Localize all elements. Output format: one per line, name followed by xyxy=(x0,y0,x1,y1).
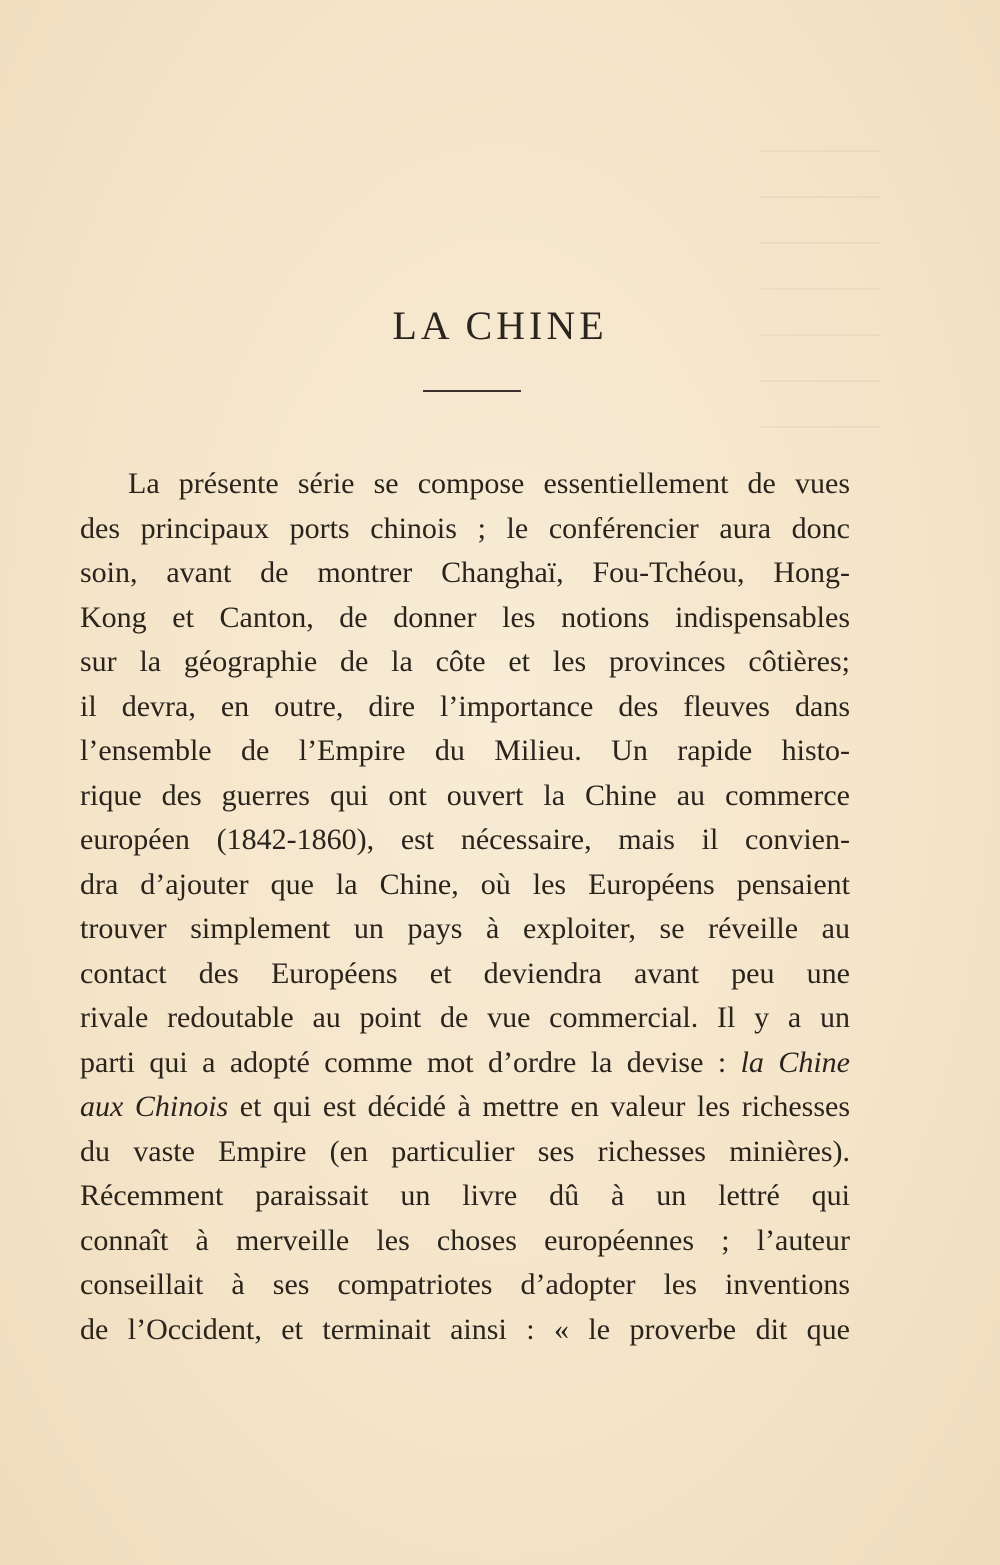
text-line: de l’Occident, et terminait ainsi : « le proverbe dit que xyxy=(80,1312,850,1346)
text-line: Récemment paraissait un livre dû à un lettré qui xyxy=(80,1179,850,1212)
body-paragraph xyxy=(80,462,850,1352)
text-line: Kong et Canton, de donner les notions indispensables xyxy=(80,600,850,634)
text-line: des principaux ports chinois ; le conférencier aura donc xyxy=(80,511,850,545)
text-line: l’ensemble de l’Empire du Milieu. Un rapide histo- xyxy=(80,734,850,767)
text-line: La présente série se compose essentiellement de vues xyxy=(128,467,850,500)
text-line xyxy=(80,1041,850,1086)
title-divider xyxy=(423,390,521,392)
page-title: LA CHINE xyxy=(392,303,608,348)
text-line-run: parti qui a adopté comme mot d’ordre la devise : xyxy=(80,1045,741,1079)
text-line: du vaste Empire (en particulier ses richesses minières). xyxy=(80,1134,850,1168)
text-line: conseillait à ses compatriotes d’adopter les inventions xyxy=(80,1268,850,1301)
text-line: rivale redoutable au point de vue commercial. Il y a un xyxy=(80,1001,850,1034)
text-line xyxy=(80,1085,850,1130)
text-line-run: et qui est décidé à mettre en valeur les richesses xyxy=(239,1090,851,1123)
text-line: connaît à merveille les choses européennes ; l’auteur xyxy=(80,1223,850,1257)
text-line: soin, avant de montrer Changhaï, Fou-Tchéou, Hong- xyxy=(80,556,850,589)
text-line: dra d’ajouter que la Chine, où les Européens pensaient xyxy=(80,867,850,901)
text-line: rique des guerres qui ont ouvert la Chine au commerce xyxy=(80,778,850,812)
text-line: sur la géographie de la côte et les provinces côtières; xyxy=(80,645,850,678)
text-line: contact des Européens et deviendra avant peu une xyxy=(80,956,850,990)
italic-phrase: la Chine xyxy=(740,1045,850,1079)
text-line: il devra, en outre, dire l’importance des fleuves dans xyxy=(80,689,850,723)
text-line: européen (1842-1860), est nécessaire, mais il convien- xyxy=(80,823,850,856)
italic-phrase: aux Chinois xyxy=(80,1090,229,1123)
text-line: trouver simplement un pays à exploiter, se réveille au xyxy=(80,912,850,945)
